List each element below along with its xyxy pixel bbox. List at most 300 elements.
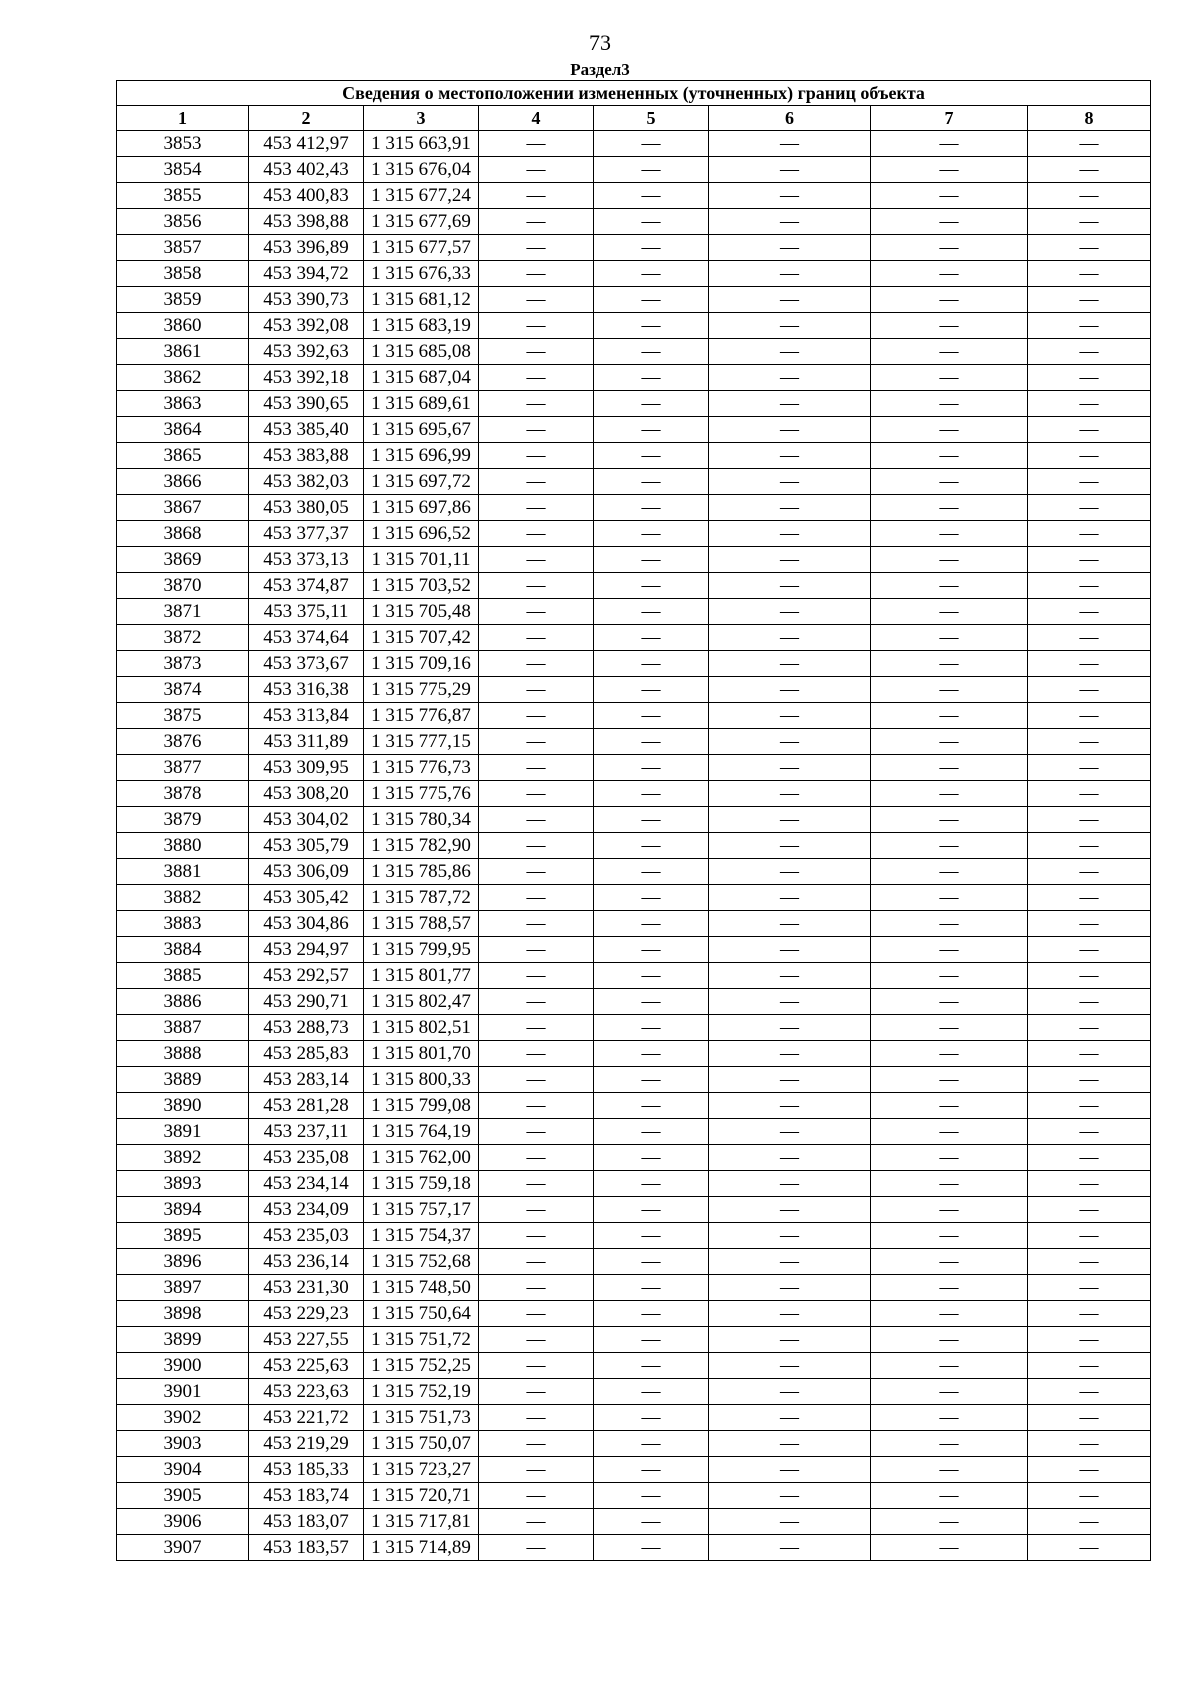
empty-value-cell: — [871,963,1028,989]
y-coordinate-cell: 1 315 775,76 [364,781,479,807]
empty-value-cell: — [594,833,709,859]
table-row [117,1145,1151,1171]
point-number-cell: 3867 [117,495,249,521]
x-coordinate-cell: 453 308,20 [249,781,364,807]
x-coordinate-cell: 453 283,14 [249,1067,364,1093]
empty-value-cell: — [479,859,594,885]
empty-value-cell: — [871,1119,1028,1145]
point-number-cell: 3861 [117,339,249,365]
table-row [117,469,1151,495]
empty-value-cell: — [594,1249,709,1275]
point-number-cell: 3878 [117,781,249,807]
y-coordinate-cell: 1 315 762,00 [364,1145,479,1171]
empty-value-cell: — [479,651,594,677]
table-row [117,703,1151,729]
x-coordinate-cell: 453 377,37 [249,521,364,547]
empty-value-cell: — [1028,651,1151,677]
table-row [117,1535,1151,1561]
empty-value-cell: — [479,1353,594,1379]
empty-value-cell: — [594,729,709,755]
empty-value-cell: — [709,1041,871,1067]
table-row [117,183,1151,209]
empty-value-cell: — [594,599,709,625]
empty-value-cell: — [1028,365,1151,391]
empty-value-cell: — [871,1301,1028,1327]
table-row [117,1249,1151,1275]
empty-value-cell: — [1028,1405,1151,1431]
empty-value-cell: — [479,183,594,209]
empty-value-cell: — [594,1353,709,1379]
empty-value-cell: — [709,911,871,937]
empty-value-cell: — [594,1431,709,1457]
empty-value-cell: — [871,209,1028,235]
empty-value-cell: — [479,833,594,859]
empty-value-cell: — [594,209,709,235]
empty-value-cell: — [479,469,594,495]
empty-value-cell: — [479,521,594,547]
empty-value-cell: — [871,1457,1028,1483]
x-coordinate-cell: 453 392,08 [249,313,364,339]
empty-value-cell: — [1028,1301,1151,1327]
empty-value-cell: — [479,1379,594,1405]
empty-value-cell: — [1028,1379,1151,1405]
empty-value-cell: — [1028,963,1151,989]
empty-value-cell: — [594,937,709,963]
empty-value-cell: — [871,235,1028,261]
y-coordinate-cell: 1 315 759,18 [364,1171,479,1197]
point-number-cell: 3882 [117,885,249,911]
table-row [117,1431,1151,1457]
table-row [117,911,1151,937]
empty-value-cell: — [594,1535,709,1561]
empty-value-cell: — [709,1431,871,1457]
column-header: 4 [479,106,594,131]
empty-value-cell: — [1028,781,1151,807]
empty-value-cell: — [709,521,871,547]
empty-value-cell: — [1028,209,1151,235]
point-number-cell: 3858 [117,261,249,287]
empty-value-cell: — [479,1145,594,1171]
table-row [117,755,1151,781]
empty-value-cell: — [871,729,1028,755]
table-row [117,833,1151,859]
x-coordinate-cell: 453 285,83 [249,1041,364,1067]
empty-value-cell: — [709,729,871,755]
empty-value-cell: — [1028,417,1151,443]
empty-value-cell: — [594,261,709,287]
empty-value-cell: — [709,313,871,339]
empty-value-cell: — [479,443,594,469]
table-row [117,1119,1151,1145]
y-coordinate-cell: 1 315 714,89 [364,1535,479,1561]
point-number-cell: 3888 [117,1041,249,1067]
point-number-cell: 3874 [117,677,249,703]
empty-value-cell: — [1028,1275,1151,1301]
table-row [117,937,1151,963]
table-row [117,651,1151,677]
point-number-cell: 3896 [117,1249,249,1275]
empty-value-cell: — [709,1197,871,1223]
empty-value-cell: — [594,547,709,573]
empty-value-cell: — [1028,1457,1151,1483]
empty-value-cell: — [479,1197,594,1223]
empty-value-cell: — [479,417,594,443]
x-coordinate-cell: 453 374,64 [249,625,364,651]
empty-value-cell: — [709,989,871,1015]
y-coordinate-cell: 1 315 697,86 [364,495,479,521]
table-title: Сведения о местоположении измененных (уточненных) границ объекта [117,81,1151,106]
empty-value-cell: — [479,547,594,573]
empty-value-cell: — [871,651,1028,677]
empty-value-cell: — [594,911,709,937]
empty-value-cell: — [594,131,709,157]
point-number-cell: 3873 [117,651,249,677]
empty-value-cell: — [1028,807,1151,833]
x-coordinate-cell: 453 313,84 [249,703,364,729]
empty-value-cell: — [1028,833,1151,859]
empty-value-cell: — [594,495,709,521]
table-row [117,989,1151,1015]
table-row [117,625,1151,651]
x-coordinate-cell: 453 398,88 [249,209,364,235]
x-coordinate-cell: 453 374,87 [249,573,364,599]
empty-value-cell: — [871,1405,1028,1431]
empty-value-cell: — [479,963,594,989]
page-number: 73 [589,30,611,55]
y-coordinate-cell: 1 315 677,57 [364,235,479,261]
y-coordinate-cell: 1 315 801,77 [364,963,479,989]
y-coordinate-cell: 1 315 782,90 [364,833,479,859]
empty-value-cell: — [871,1197,1028,1223]
empty-value-cell: — [709,391,871,417]
empty-value-cell: — [871,1067,1028,1093]
empty-value-cell: — [1028,1015,1151,1041]
empty-value-cell: — [709,1379,871,1405]
empty-value-cell: — [479,1535,594,1561]
x-coordinate-cell: 453 385,40 [249,417,364,443]
point-number-cell: 3906 [117,1509,249,1535]
point-number-cell: 3870 [117,573,249,599]
table-row [117,157,1151,183]
empty-value-cell: — [479,1431,594,1457]
empty-value-cell: — [1028,1353,1151,1379]
empty-value-cell: — [709,1249,871,1275]
y-coordinate-cell: 1 315 780,34 [364,807,479,833]
y-coordinate-cell: 1 315 696,52 [364,521,479,547]
table-row [117,885,1151,911]
empty-value-cell: — [479,911,594,937]
empty-value-cell: — [871,443,1028,469]
point-number-cell: 3899 [117,1327,249,1353]
y-coordinate-cell: 1 315 788,57 [364,911,479,937]
empty-value-cell: — [709,417,871,443]
empty-value-cell: — [1028,1119,1151,1145]
point-number-cell: 3871 [117,599,249,625]
column-header: 2 [249,106,364,131]
empty-value-cell: — [709,287,871,313]
point-number-cell: 3881 [117,859,249,885]
table-row [117,131,1151,157]
y-coordinate-cell: 1 315 709,16 [364,651,479,677]
table-row [117,1171,1151,1197]
empty-value-cell: — [594,1483,709,1509]
y-coordinate-cell: 1 315 685,08 [364,339,479,365]
empty-value-cell: — [871,417,1028,443]
x-coordinate-cell: 453 383,88 [249,443,364,469]
x-coordinate-cell: 453 227,55 [249,1327,364,1353]
empty-value-cell: — [1028,1093,1151,1119]
x-coordinate-cell: 453 288,73 [249,1015,364,1041]
empty-value-cell: — [1028,1249,1151,1275]
table-row [117,209,1151,235]
section-label: Раздел3 [570,60,630,79]
x-coordinate-cell: 453 394,72 [249,261,364,287]
empty-value-cell: — [1028,599,1151,625]
column-header: 8 [1028,106,1151,131]
empty-value-cell: — [1028,677,1151,703]
y-coordinate-cell: 1 315 723,27 [364,1457,479,1483]
empty-value-cell: — [871,599,1028,625]
empty-value-cell: — [871,781,1028,807]
x-coordinate-cell: 453 294,97 [249,937,364,963]
y-coordinate-cell: 1 315 775,29 [364,677,479,703]
empty-value-cell: — [1028,1327,1151,1353]
point-number-cell: 3897 [117,1275,249,1301]
empty-value-cell: — [1028,1535,1151,1561]
y-coordinate-cell: 1 315 750,64 [364,1301,479,1327]
empty-value-cell: — [709,1119,871,1145]
x-coordinate-cell: 453 235,03 [249,1223,364,1249]
empty-value-cell: — [594,859,709,885]
x-coordinate-cell: 453 382,03 [249,469,364,495]
empty-value-cell: — [709,651,871,677]
x-coordinate-cell: 453 392,18 [249,365,364,391]
empty-value-cell: — [871,313,1028,339]
point-number-cell: 3886 [117,989,249,1015]
x-coordinate-cell: 453 311,89 [249,729,364,755]
y-coordinate-cell: 1 315 707,42 [364,625,479,651]
empty-value-cell: — [479,339,594,365]
column-header: 7 [871,106,1028,131]
empty-value-cell: — [479,391,594,417]
empty-value-cell: — [871,1275,1028,1301]
empty-value-cell: — [594,365,709,391]
point-number-cell: 3869 [117,547,249,573]
y-coordinate-cell: 1 315 689,61 [364,391,479,417]
empty-value-cell: — [709,625,871,651]
empty-value-cell: — [871,989,1028,1015]
empty-value-cell: — [1028,989,1151,1015]
x-coordinate-cell: 453 306,09 [249,859,364,885]
x-coordinate-cell: 453 234,09 [249,1197,364,1223]
empty-value-cell: — [709,599,871,625]
empty-value-cell: — [594,1327,709,1353]
empty-value-cell: — [594,1197,709,1223]
table-row [117,261,1151,287]
x-coordinate-cell: 453 396,89 [249,235,364,261]
empty-value-cell: — [709,131,871,157]
y-coordinate-cell: 1 315 663,91 [364,131,479,157]
empty-value-cell: — [479,235,594,261]
empty-value-cell: — [709,833,871,859]
empty-value-cell: — [594,417,709,443]
empty-value-cell: — [1028,1067,1151,1093]
table-row [117,599,1151,625]
point-number-cell: 3868 [117,521,249,547]
empty-value-cell: — [479,1249,594,1275]
empty-value-cell: — [594,1171,709,1197]
table-row [117,1041,1151,1067]
empty-value-cell: — [479,1067,594,1093]
table-row [117,1223,1151,1249]
empty-value-cell: — [1028,1171,1151,1197]
point-number-cell: 3857 [117,235,249,261]
empty-value-cell: — [709,755,871,781]
table-row [117,573,1151,599]
table-row [117,677,1151,703]
y-coordinate-cell: 1 315 752,25 [364,1353,479,1379]
point-number-cell: 3872 [117,625,249,651]
x-coordinate-cell: 453 223,63 [249,1379,364,1405]
table-row [117,417,1151,443]
y-coordinate-cell: 1 315 701,11 [364,547,479,573]
column-header-row [117,106,1151,131]
empty-value-cell: — [709,573,871,599]
x-coordinate-cell: 453 281,28 [249,1093,364,1119]
table-body [117,131,1151,1561]
table-row [117,1509,1151,1535]
y-coordinate-cell: 1 315 681,12 [364,287,479,313]
x-coordinate-cell: 453 305,42 [249,885,364,911]
empty-value-cell: — [594,1067,709,1093]
empty-value-cell: — [594,391,709,417]
empty-value-cell: — [709,885,871,911]
x-coordinate-cell: 453 392,63 [249,339,364,365]
column-header: 3 [364,106,479,131]
point-number-cell: 3901 [117,1379,249,1405]
empty-value-cell: — [479,807,594,833]
empty-value-cell: — [709,469,871,495]
point-number-cell: 3893 [117,1171,249,1197]
table-row [117,365,1151,391]
y-coordinate-cell: 1 315 695,67 [364,417,479,443]
y-coordinate-cell: 1 315 802,47 [364,989,479,1015]
empty-value-cell: — [479,287,594,313]
empty-value-cell: — [1028,755,1151,781]
empty-value-cell: — [479,313,594,339]
point-number-cell: 3905 [117,1483,249,1509]
empty-value-cell: — [709,703,871,729]
empty-value-cell: — [479,1275,594,1301]
point-number-cell: 3887 [117,1015,249,1041]
empty-value-cell: — [871,469,1028,495]
x-coordinate-cell: 453 185,33 [249,1457,364,1483]
x-coordinate-cell: 453 237,11 [249,1119,364,1145]
y-coordinate-cell: 1 315 801,70 [364,1041,479,1067]
empty-value-cell: — [1028,287,1151,313]
table-row [117,1353,1151,1379]
empty-value-cell: — [594,1275,709,1301]
point-number-cell: 3900 [117,1353,249,1379]
empty-value-cell: — [1028,443,1151,469]
y-coordinate-cell: 1 315 764,19 [364,1119,479,1145]
empty-value-cell: — [871,495,1028,521]
empty-value-cell: — [871,833,1028,859]
x-coordinate-cell: 453 412,97 [249,131,364,157]
x-coordinate-cell: 453 304,02 [249,807,364,833]
table-row [117,521,1151,547]
y-coordinate-cell: 1 315 696,99 [364,443,479,469]
empty-value-cell: — [709,859,871,885]
empty-value-cell: — [594,1119,709,1145]
empty-value-cell: — [1028,1041,1151,1067]
point-number-cell: 3904 [117,1457,249,1483]
point-number-cell: 3885 [117,963,249,989]
empty-value-cell: — [709,209,871,235]
empty-value-cell: — [1028,937,1151,963]
empty-value-cell: — [594,755,709,781]
empty-value-cell: — [871,1509,1028,1535]
empty-value-cell: — [709,1093,871,1119]
empty-value-cell: — [479,1041,594,1067]
x-coordinate-cell: 453 373,13 [249,547,364,573]
empty-value-cell: — [479,1093,594,1119]
x-coordinate-cell: 453 236,14 [249,1249,364,1275]
table-row [117,729,1151,755]
table-row [117,287,1151,313]
empty-value-cell: — [594,573,709,599]
empty-value-cell: — [871,911,1028,937]
empty-value-cell: — [709,365,871,391]
empty-value-cell: — [594,313,709,339]
empty-value-cell: — [594,989,709,1015]
empty-value-cell: — [594,963,709,989]
point-number-cell: 3854 [117,157,249,183]
point-number-cell: 3895 [117,1223,249,1249]
empty-value-cell: — [871,1535,1028,1561]
point-number-cell: 3866 [117,469,249,495]
y-coordinate-cell: 1 315 787,72 [364,885,479,911]
x-coordinate-cell: 453 235,08 [249,1145,364,1171]
table-row [117,859,1151,885]
coordinates-table [116,80,1151,1561]
empty-value-cell: — [1028,391,1151,417]
y-coordinate-cell: 1 315 799,08 [364,1093,479,1119]
x-coordinate-cell: 453 402,43 [249,157,364,183]
empty-value-cell: — [479,1483,594,1509]
point-number-cell: 3892 [117,1145,249,1171]
empty-value-cell: — [709,1483,871,1509]
y-coordinate-cell: 1 315 800,33 [364,1067,479,1093]
empty-value-cell: — [479,755,594,781]
empty-value-cell: — [1028,261,1151,287]
empty-value-cell: — [594,1145,709,1171]
table-row [117,1327,1151,1353]
empty-value-cell: — [1028,1145,1151,1171]
empty-value-cell: — [709,963,871,989]
empty-value-cell: — [871,885,1028,911]
x-coordinate-cell: 453 183,57 [249,1535,364,1561]
y-coordinate-cell: 1 315 697,72 [364,469,479,495]
table-row [117,807,1151,833]
empty-value-cell: — [479,573,594,599]
empty-value-cell: — [594,1015,709,1041]
table-row [117,1197,1151,1223]
x-coordinate-cell: 453 373,67 [249,651,364,677]
empty-value-cell: — [709,1457,871,1483]
empty-value-cell: — [871,521,1028,547]
empty-value-cell: — [709,1015,871,1041]
